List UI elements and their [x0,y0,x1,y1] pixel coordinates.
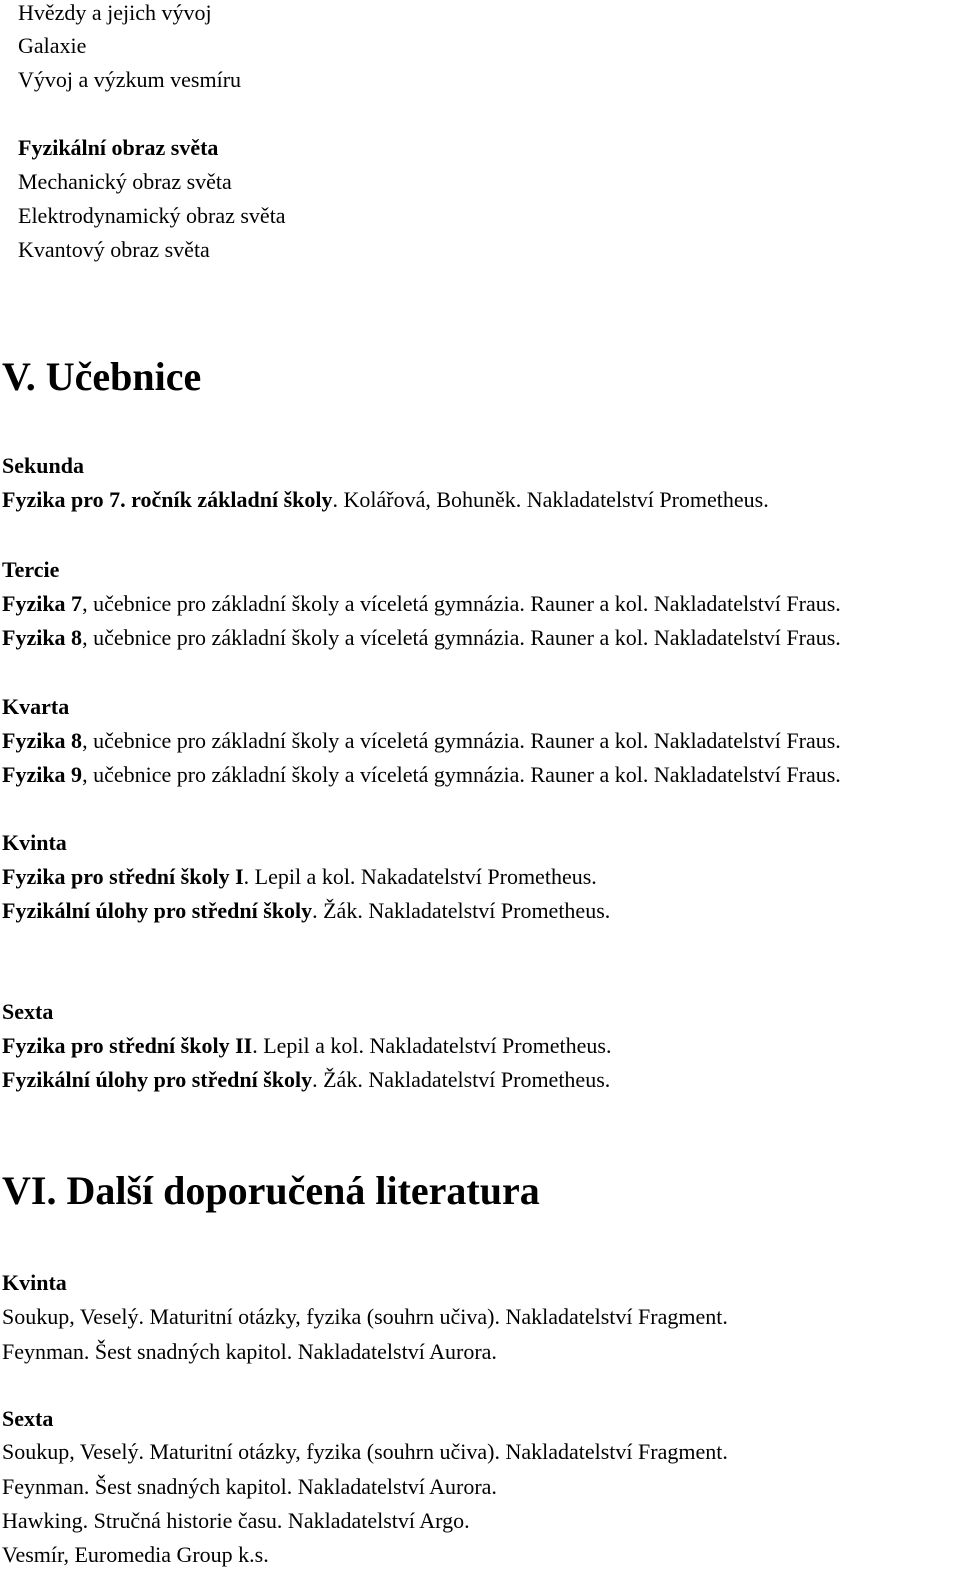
book-title: Fyzika pro střední školy I [2,864,244,889]
book-details: , učebnice pro základní školy a víceletá gymnázia. Rauner a kol. Nakladatelství Fraus. [82,625,841,650]
literature-entry: Soukup, Veselý. Maturitní otázky, fyzika (souhrn učiva). Nakladatelství Fragment. [2,1439,728,1464]
book-entry [2,625,841,651]
section-title: VI. Další doporučená literatura [2,1168,540,1213]
book-entry [2,864,597,890]
grade-label: Sexta [2,1406,54,1431]
grade-label: Tercie [2,557,60,582]
book-entry [2,1067,610,1093]
literature-entry: Feynman. Šest snadných kapitol. Nakladatelství Aurora. [2,1474,497,1499]
grade-label: Kvinta [2,830,67,855]
topic-item: Galaxie [18,33,87,58]
book-title: Fyzikální úlohy pro střední školy [2,898,313,923]
literature-entry: Hawking. Stručná historie času. Nakladatelství Argo. [2,1508,470,1533]
topic-heading: Fyzikální obraz světa [18,135,219,160]
book-entry [2,898,610,924]
topic-item: Hvězdy a jejich vývoj [18,0,212,25]
literature-entry: Feynman. Šest snadných kapitol. Nakladatelství Aurora. [2,1339,497,1364]
book-details: , učebnice pro základní školy a víceletá gymnázia. Rauner a kol. Nakladatelství Fraus. [82,762,841,787]
topic-item: Elektrodynamický obraz světa [18,203,286,228]
topic-item: Kvantový obraz světa [18,237,210,262]
grade-label: Sekunda [2,453,84,478]
book-details: . Lepil a kol. Nakadatelství Prometheus. [243,864,597,889]
literature-entry: Soukup, Veselý. Maturitní otázky, fyzika (souhrn učiva). Nakladatelství Fragment. [2,1304,728,1329]
literature-entry: Vesmír, Euromedia Group k.s. [2,1542,269,1567]
book-title: Fyzika pro střední školy II [2,1033,253,1058]
book-details: . Žák. Nakladatelství Prometheus. [312,898,611,923]
topic-item: Vývoj a výzkum vesmíru [18,67,242,92]
book-details: , učebnice pro základní školy a víceletá gymnázia. Rauner a kol. Nakladatelství Fraus. [82,728,841,753]
grade-label: Kvarta [2,694,70,719]
section-title: V. Učebnice [2,354,202,399]
book-entry [2,762,841,788]
book-title: Fyzika 8 [2,625,83,650]
book-details: . Lepil a kol. Nakladatelství Prometheus. [252,1033,612,1058]
book-entry [2,591,841,617]
book-entry [2,487,769,513]
topic-item: Mechanický obraz světa [18,169,232,194]
grade-label: Sexta [2,999,54,1024]
grade-label: Kvinta [2,1270,67,1295]
book-title: Fyzikální úlohy pro střední školy [2,1067,313,1092]
book-details: . Žák. Nakladatelství Prometheus. [312,1067,611,1092]
book-entry [2,728,841,754]
book-title: Fyzika 8 [2,728,83,753]
book-title: Fyzika 7 [2,591,83,616]
book-details: , učebnice pro základní školy a víceletá gymnázia. Rauner a kol. Nakladatelství Fraus. [82,591,841,616]
book-title: Fyzika 9 [2,762,83,787]
book-entry [2,1033,611,1059]
book-title: Fyzika pro 7. ročník základní školy [2,487,333,512]
book-details: . Kolářová, Bohuněk. Nakladatelství Prometheus. [332,487,769,512]
